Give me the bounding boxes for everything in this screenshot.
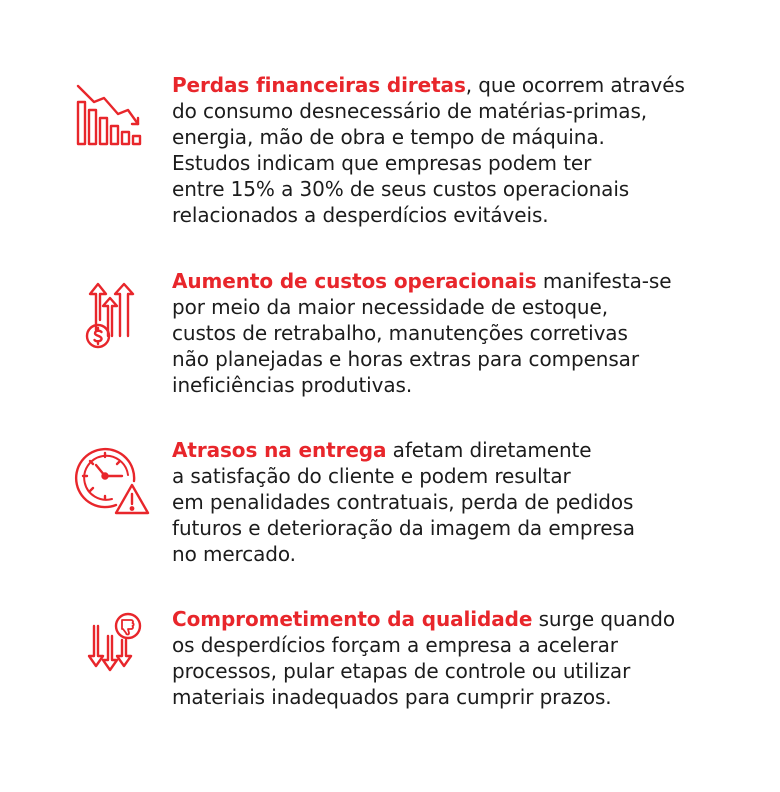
item-text: Atrasos na entrega afetam diretamente a satisfação do cliente e podem resultar em penalidades contratuais, perda de pedidos futuros e deterioração da imagem da empresa no mercado. — [172, 438, 635, 566]
clock-warning-icon — [74, 441, 154, 521]
item-highlight: Comprometimento da qualidade — [172, 607, 533, 631]
declining-bar-chart-icon — [74, 80, 154, 160]
rising-costs-icon — [74, 280, 154, 360]
item-highlight: Aumento de custos operacionais — [172, 269, 537, 293]
item-text: Aumento de custos operacionais manifesta-se por meio da maior necessidade de estoque, custos de retrabalho, manutenções corretivas não planejadas e horas extras para compensar ineficiências produtivas. — [172, 269, 672, 397]
thumbs-down-arrows-icon — [74, 612, 154, 692]
item-text: Comprometimento da qualidade surge quando os desperdícios forçam a empresa a acelerar processos, pular etapas de controle ou utilizar materiais inadequados para cumprir prazos. — [172, 607, 675, 709]
item-text: Perdas financeiras diretas, que ocorrem através do consumo desnecessário de matérias-primas, energia, mão de obra e tempo de máquina. Estudos indicam que empresas podem ter entre 15% a 30% de seus custos operacionais relacionados a desperdícios evitáveis. — [172, 73, 685, 227]
item-highlight: Atrasos na entrega — [172, 438, 387, 462]
item-highlight: Perdas financeiras diretas — [172, 73, 466, 97]
